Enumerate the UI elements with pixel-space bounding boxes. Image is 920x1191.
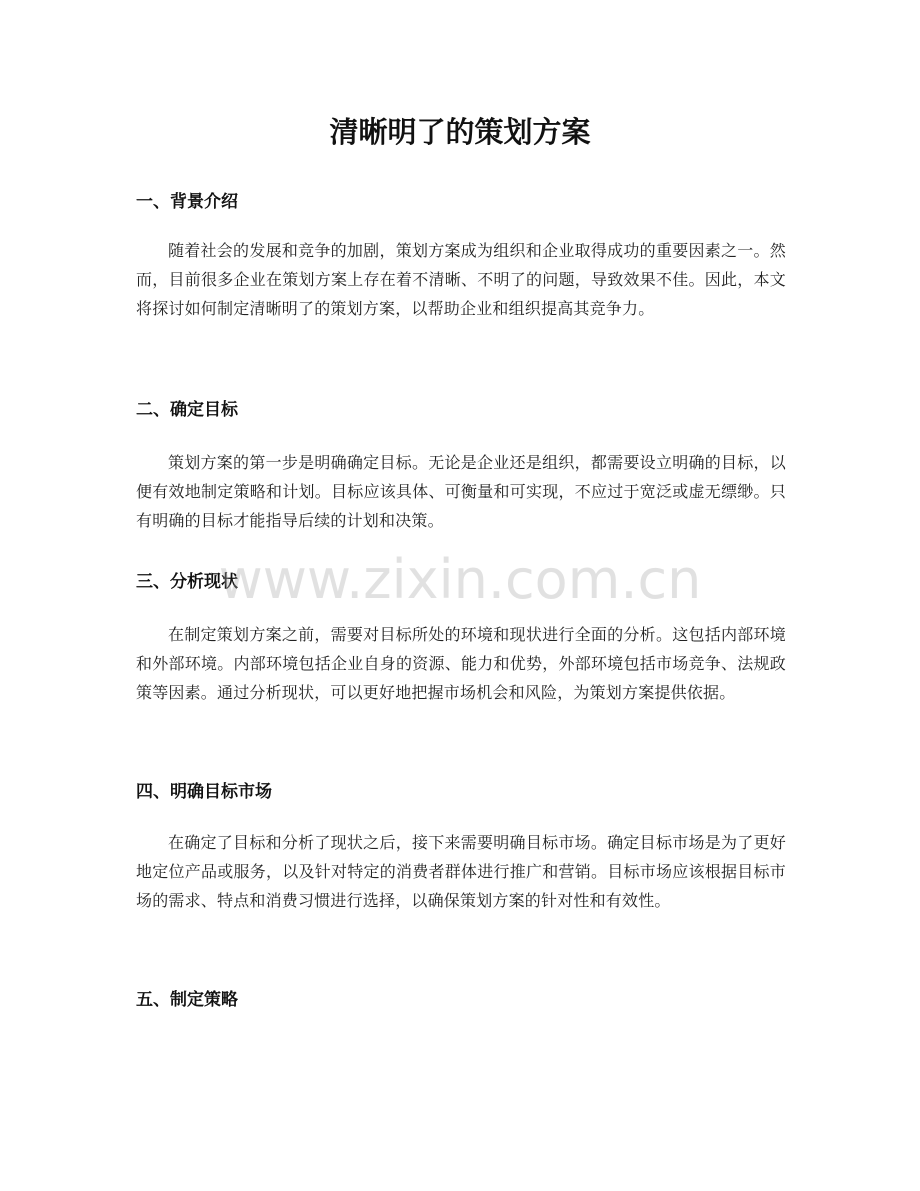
section-paragraph-goals: 策划方案的第一步是明确确定目标。无论是企业还是组织，都需要设立明确的目标，以便有效地制定策略和计划。目标应该具体、可衡量和可实现，不应过于宽泛或虚无缥缈。只有明确的目标才能指导后续的计划和决策。: [136, 453, 786, 530]
section-paragraph-background: 随着社会的发展和竞争的加剧，策划方案成为组织和企业取得成功的重要因素之一。然而，目前很多企业在策划方案上存在着不清晰、不明了的问题，导致效果不佳。因此，本文将探讨如何制定清晰明了的策划方案，以帮助企业和组织提高其竞争力。: [136, 241, 786, 318]
section-heading-target-market: 四、明确目标市场: [136, 782, 272, 802]
section-heading-background: 一、背景介绍: [136, 192, 238, 212]
section-paragraph-analysis: 在制定策划方案之前，需要对目标所处的环境和现状进行全面的分析。这包括内部环境和外部环境。内部环境包括企业自身的资源、能力和优势，外部环境包括市场竞争、法规政策等因素。通过分析现状，可以更好地把握市场机会和风险，为策划方案提供依据。: [136, 625, 786, 702]
watermark-text: www.zixin.com.cn: [218, 548, 702, 611]
document-title: 清晰明了的策划方案: [329, 115, 591, 149]
section-heading-goals: 二、确定目标: [136, 400, 238, 420]
section-paragraph-target-market: 在确定了目标和分析了现状之后，接下来需要明确目标市场。确定目标市场是为了更好地定位产品或服务，以及针对特定的消费者群体进行推广和营销。目标市场应该根据目标市场的需求、特点和消费习惯进行选择，以确保策划方案的针对性和有效性。: [136, 833, 786, 910]
section-heading-analysis: 三、分析现状: [136, 572, 238, 592]
section-heading-strategy: 五、制定策略: [136, 990, 238, 1010]
